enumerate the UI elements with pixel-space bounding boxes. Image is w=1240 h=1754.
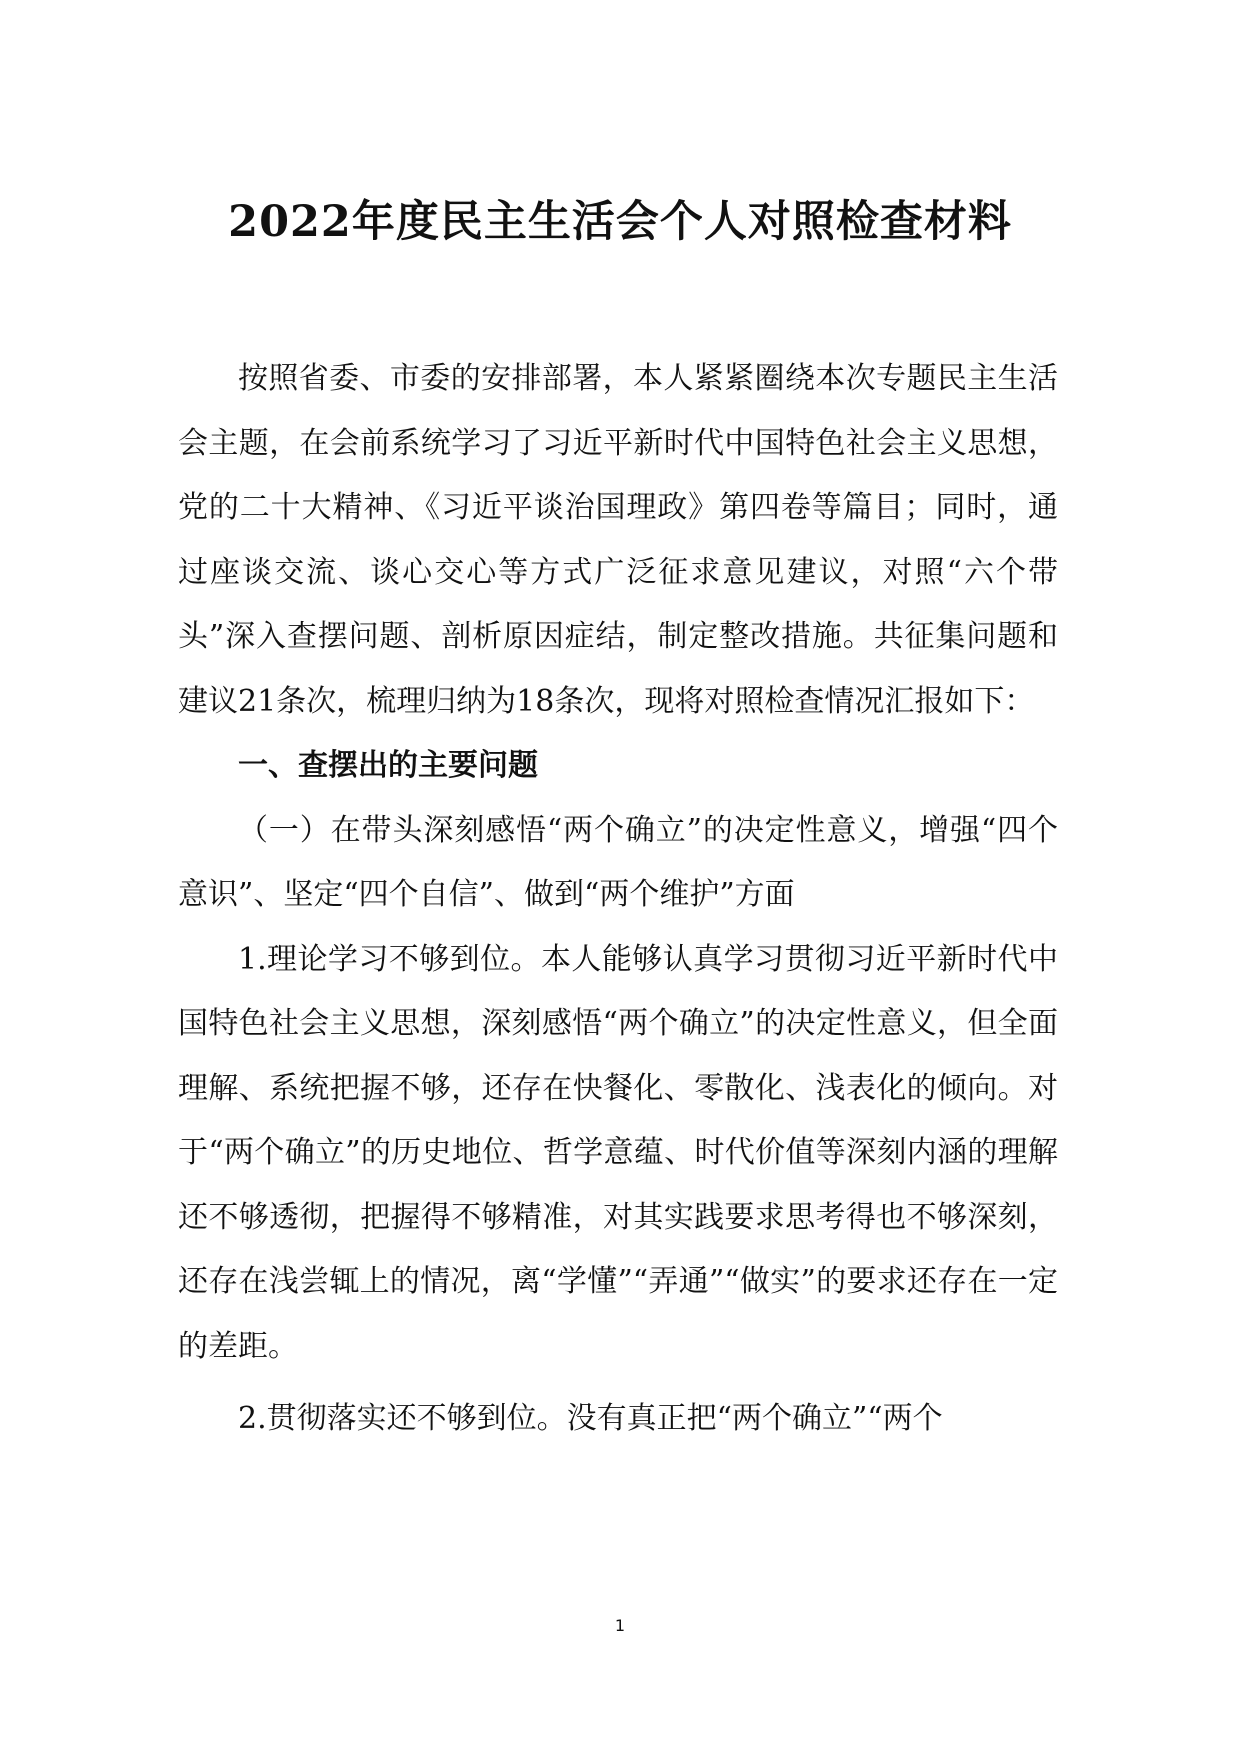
document-body <box>178 347 1058 1452</box>
item-paragraph-2: 2.贯彻落实还不够到位。没有真正把“两个确立”“两个 <box>238 1401 943 1436</box>
page-number: 1 <box>614 1616 626 1635</box>
item-paragraph-1: 1.理论学习不够到位。本人能够认真学习贯彻习近平新时代中国特色社会主义思想，深刻感悟“两个确立”的决定性意义，但全面理解、系统把握不够，还存在快餐化、零散化、浅表化的倾向。对于“两个确立”的历史地位、哲学意蕴、时代价值等深刻内涵的理解还不够透彻，把握得不够精准，对其实践要求思考得也不够深刻，还存在浅尝辄上的情况，离“学懂”“弄通”“做实”的要求还存在一定的差距。 <box>178 941 1058 1364</box>
section-heading-1: 一、查摆出的主要问题 <box>238 748 538 783</box>
subsection-heading-1: （一）在带头深刻感悟“两个确立”的决定性意义，增强“四个意识”、坚定“四个自信”、做到“两个维护”方面 <box>178 812 1058 912</box>
intro-paragraph: 按照省委、市委的安排部署，本人紧紧圈绕本次专题民主生活会主题，在会前系统学习了习近平新时代中国特色社会主义思想，党的二十大精神、《习近平谈治国理政》第四卷等篇目；同时，通过座谈交流、谈心交心等方式广泛征求意见建议，对照“六个带头”深入查摆问题、剖析原因症结，制定整改措施。共征集问题和建议21条次，梳理归纳为18条次，现将对照检查情况汇报如下： <box>178 361 1058 719</box>
document-title: 2022年度民主生活会个人对照检查材料 <box>228 197 1012 247</box>
